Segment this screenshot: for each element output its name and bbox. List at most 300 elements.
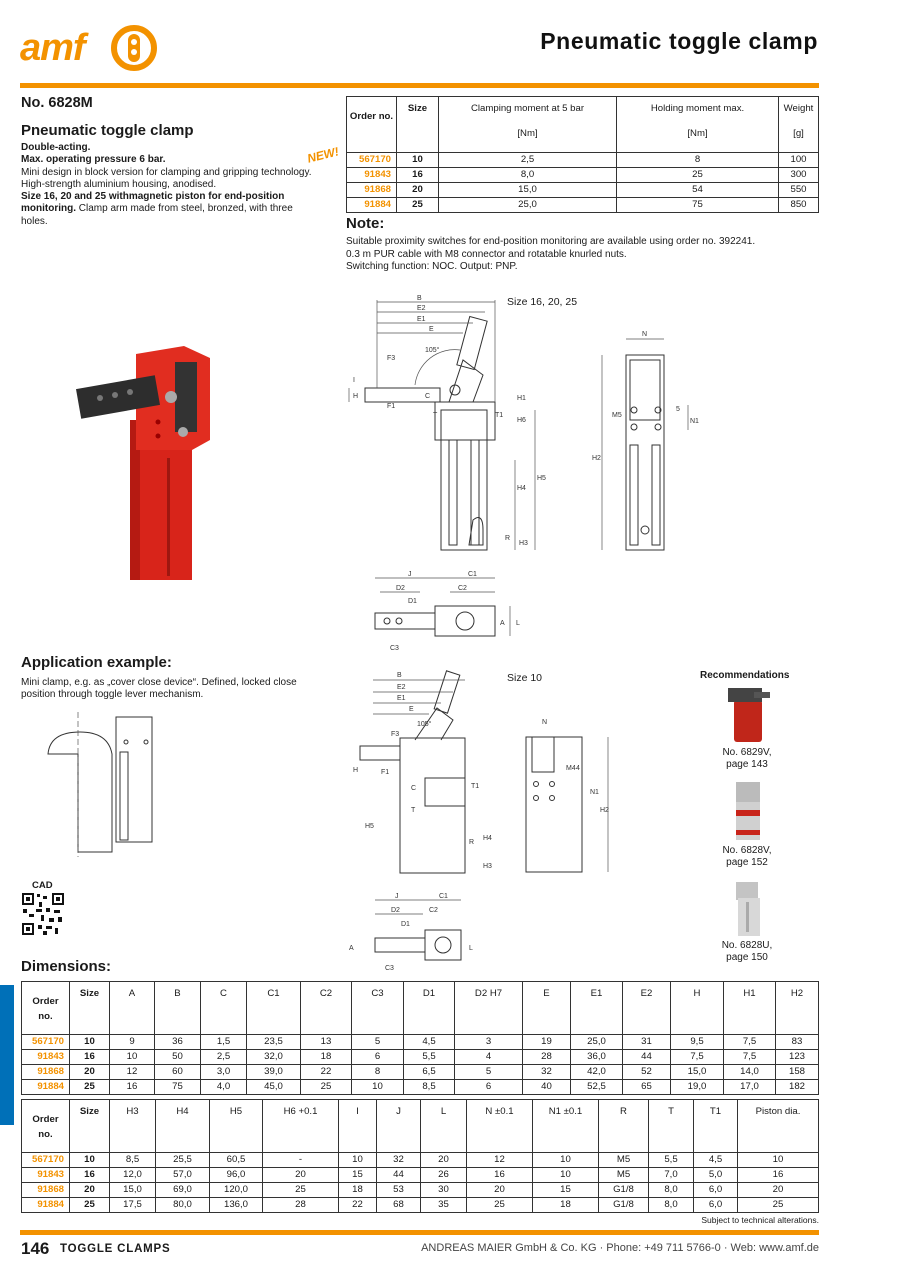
dim-cell: 18 bbox=[301, 1050, 352, 1065]
dim-cell: 120,0 bbox=[210, 1183, 263, 1198]
col-size: Size bbox=[397, 97, 439, 153]
desc-line4-bold: Size 16, 20 and 25 withmagnetic piston for end-position monitoring. bbox=[21, 191, 285, 215]
table-row bbox=[22, 1183, 819, 1198]
note-text bbox=[346, 236, 816, 274]
dim-cell: 15,0 bbox=[671, 1065, 724, 1080]
dim-col-header: A bbox=[110, 982, 155, 1035]
moments-cell-size: 25 bbox=[397, 198, 439, 213]
dim-cell: 20 bbox=[467, 1183, 533, 1198]
moments-cell-clamp: 15,0 bbox=[439, 183, 617, 198]
dim-col-header: Size bbox=[70, 1100, 110, 1153]
moments-cell-size: 16 bbox=[397, 168, 439, 183]
dim-cell: 26 bbox=[421, 1168, 467, 1183]
dim-R: R bbox=[505, 535, 511, 542]
dim-cell: 7,5 bbox=[671, 1050, 724, 1065]
dim-H1: H1 bbox=[517, 395, 526, 402]
top-rule bbox=[20, 83, 819, 88]
dim-cell: 6,5 bbox=[404, 1065, 455, 1080]
dim-cell: 182 bbox=[776, 1080, 819, 1095]
dim-cell: M5 bbox=[599, 1153, 649, 1168]
rec-item-2-page: page 152 bbox=[726, 857, 768, 868]
dim-T1: T1 bbox=[495, 412, 504, 419]
rec-image-6829v bbox=[724, 686, 772, 744]
dim-5: 5 bbox=[676, 406, 680, 413]
dim-cell: 68 bbox=[377, 1198, 421, 1213]
dim-col-header: N1 ±0.1 bbox=[533, 1100, 599, 1153]
dim-cell: 13 bbox=[301, 1035, 352, 1050]
dim-cell: 36 bbox=[155, 1035, 201, 1050]
dim-col-header: E2 bbox=[623, 982, 671, 1035]
dim-cell: 12,0 bbox=[110, 1168, 156, 1183]
svg-text:amf: amf bbox=[20, 27, 85, 69]
dim-cell: 83 bbox=[776, 1035, 819, 1050]
rec-item-1[interactable] bbox=[697, 747, 797, 771]
moments-row bbox=[347, 168, 819, 183]
moments-row bbox=[347, 153, 819, 168]
section-name: TOGGLE CLAMPS bbox=[60, 1243, 171, 1255]
dim-cell: 36,0 bbox=[571, 1050, 623, 1065]
dim-cell: 17,0 bbox=[724, 1080, 776, 1095]
dim-cell: 91843 bbox=[22, 1168, 70, 1183]
moments-cell-order: 91843 bbox=[347, 168, 397, 183]
dim-cell: 32,0 bbox=[247, 1050, 301, 1065]
moments-cell-hold: 8 bbox=[617, 153, 779, 168]
dim-col-header: H1 bbox=[724, 982, 776, 1035]
dim-col-header: J bbox=[377, 1100, 421, 1153]
page-title: Pneumatic toggle clamp bbox=[540, 28, 818, 54]
dim-T: T bbox=[433, 412, 438, 419]
dim-col-header: L bbox=[421, 1100, 467, 1153]
weight-unit: [g] bbox=[793, 128, 804, 139]
dim-cell: 91884 bbox=[22, 1080, 70, 1095]
note-heading: Note: bbox=[346, 215, 385, 232]
dim-cell: 80,0 bbox=[156, 1198, 210, 1213]
dim-col-header: Order no. bbox=[22, 982, 70, 1035]
dim-cell: 25 bbox=[263, 1183, 339, 1198]
dim-cell: 6,0 bbox=[694, 1183, 738, 1198]
dim-cell: 5 bbox=[352, 1035, 404, 1050]
top-view-drawing-size10 bbox=[345, 890, 485, 975]
dim-cell: 18 bbox=[339, 1183, 377, 1198]
product-name: Pneumatic toggle clamp bbox=[21, 122, 194, 139]
dim-cell: 8,0 bbox=[649, 1183, 694, 1198]
dim-cell: 65 bbox=[623, 1080, 671, 1095]
dim-N: N bbox=[642, 331, 648, 338]
rec-item-3[interactable] bbox=[697, 940, 797, 964]
dim-cell: 91843 bbox=[22, 1050, 70, 1065]
dim-cell: 10 bbox=[533, 1168, 599, 1183]
dim-cell: 22 bbox=[301, 1065, 352, 1080]
dim-H6: H6 bbox=[517, 417, 526, 424]
dim-cell: 12 bbox=[110, 1065, 155, 1080]
top-view-drawing bbox=[350, 568, 530, 653]
dim-col-header: H4 bbox=[156, 1100, 210, 1153]
dimensions-table-1-header bbox=[22, 982, 819, 1035]
moments-cell-hold: 54 bbox=[617, 183, 779, 198]
dim10-T: T bbox=[411, 807, 416, 814]
dim-E2: E2 bbox=[417, 305, 426, 312]
dim10-C1: C1 bbox=[439, 893, 448, 900]
dim-E: E bbox=[429, 326, 434, 333]
dim10-H4: H4 bbox=[483, 835, 492, 842]
dim10-F1: F1 bbox=[381, 769, 390, 776]
dim-col-header: H2 bbox=[776, 982, 819, 1035]
dimensions-table-1 bbox=[21, 981, 819, 1095]
dim10-4: 4 bbox=[576, 765, 580, 772]
dim-cell: 15 bbox=[339, 1168, 377, 1183]
application-drawing bbox=[40, 712, 160, 857]
dim-cell: 7,5 bbox=[724, 1050, 776, 1065]
moments-cell-size: 20 bbox=[397, 183, 439, 198]
dim-cell: 25 bbox=[70, 1080, 110, 1095]
dim-cell: 16 bbox=[467, 1168, 533, 1183]
dim10-T1: T1 bbox=[471, 783, 480, 790]
desc-line1: Double-acting. bbox=[21, 142, 91, 153]
col-hold bbox=[617, 97, 779, 153]
dim-cell: 5,5 bbox=[649, 1153, 694, 1168]
side-view-drawing bbox=[345, 290, 545, 555]
dim-cell: 10 bbox=[339, 1153, 377, 1168]
dim-cell: 28 bbox=[263, 1198, 339, 1213]
dim-cell: 8,0 bbox=[649, 1198, 694, 1213]
dim10-A: A bbox=[349, 945, 354, 952]
dim-cell: 57,0 bbox=[156, 1168, 210, 1183]
dim-C3: C3 bbox=[390, 645, 399, 652]
dimensions-heading: Dimensions: bbox=[21, 958, 112, 975]
moments-cell-hold: 75 bbox=[617, 198, 779, 213]
subject-to-alterations: Subject to technical alterations. bbox=[701, 1215, 819, 1225]
dim-cell: 4,5 bbox=[404, 1035, 455, 1050]
dim-C1: C1 bbox=[468, 571, 477, 578]
dim-cell: 567170 bbox=[22, 1153, 70, 1168]
dim10-F3: F3 bbox=[391, 731, 400, 738]
col-order: Order no. bbox=[347, 97, 397, 153]
dim10-C2: C2 bbox=[429, 907, 438, 914]
dim-cell: 3,0 bbox=[201, 1065, 247, 1080]
dim10-N: N bbox=[542, 719, 548, 726]
dim-cell: 12 bbox=[467, 1153, 533, 1168]
rec-item-1-page: page 143 bbox=[726, 759, 768, 770]
dim-cell: 136,0 bbox=[210, 1198, 263, 1213]
footer-company: ANDREAS MAIER GmbH & Co. KG · Phone: +49 711 5766-0 · Web: www.amf.de bbox=[421, 1242, 819, 1254]
angle-label: 105° bbox=[425, 347, 440, 354]
dim-D1: D1 bbox=[408, 598, 417, 605]
dim-cell: 25,0 bbox=[571, 1035, 623, 1050]
dim-F1: F1 bbox=[387, 403, 396, 410]
dim-cell: 35 bbox=[421, 1198, 467, 1213]
section-side-tab bbox=[0, 985, 14, 1125]
dim-cell: 567170 bbox=[22, 1035, 70, 1050]
moments-cell-order: 91884 bbox=[347, 198, 397, 213]
moments-row bbox=[347, 198, 819, 213]
dim-cell: 6,0 bbox=[694, 1198, 738, 1213]
dim-cell: 20 bbox=[70, 1065, 110, 1080]
dim-E1: E1 bbox=[417, 316, 426, 323]
dim-J: J bbox=[408, 571, 412, 578]
dim-F3: F3 bbox=[387, 355, 396, 362]
dim-cell: 60,5 bbox=[210, 1153, 263, 1168]
dim-cell: 91868 bbox=[22, 1065, 70, 1080]
dim10-D2: D2 bbox=[391, 907, 400, 914]
dim10-M4: M4 bbox=[566, 765, 576, 772]
dim-cell: 45,0 bbox=[247, 1080, 301, 1095]
amf-logo bbox=[20, 22, 160, 74]
dim10-C3: C3 bbox=[385, 965, 394, 972]
rec-item-2-no: No. 6828V, bbox=[722, 845, 772, 856]
dim-cell: 30 bbox=[421, 1183, 467, 1198]
dim-cell: 20 bbox=[263, 1168, 339, 1183]
recommendations-heading: Recommendations bbox=[700, 670, 790, 681]
table-row bbox=[22, 1035, 819, 1050]
dim-cell: 60 bbox=[155, 1065, 201, 1080]
cad-label: CAD bbox=[32, 880, 53, 891]
dim-cell: 5 bbox=[455, 1065, 523, 1080]
dim-col-header: B bbox=[155, 982, 201, 1035]
table-row bbox=[22, 1065, 819, 1080]
dim10-B: B bbox=[397, 672, 402, 679]
dim-cell: 17,5 bbox=[110, 1198, 156, 1213]
dim-cell: 10 bbox=[738, 1153, 819, 1168]
front-view-drawing bbox=[590, 325, 710, 555]
application-heading: Application example: bbox=[21, 654, 172, 671]
dim-col-header: C2 bbox=[301, 982, 352, 1035]
dim-cell: 16 bbox=[738, 1168, 819, 1183]
dimensions-table-2-header bbox=[22, 1100, 819, 1153]
bottom-rule bbox=[20, 1230, 819, 1235]
moments-cell-hold: 25 bbox=[617, 168, 779, 183]
dim-cell: 28 bbox=[523, 1050, 571, 1065]
dim-cell: 10 bbox=[70, 1153, 110, 1168]
dim-cell: 23,5 bbox=[247, 1035, 301, 1050]
drawing-size-a-label: Size 16, 20, 25 bbox=[507, 296, 578, 308]
rec-item-2[interactable] bbox=[697, 845, 797, 869]
clamp-unit: [Nm] bbox=[517, 128, 538, 139]
dim-cell: G1/8 bbox=[599, 1183, 649, 1198]
dim-cell: - bbox=[263, 1153, 339, 1168]
dim-cell: 53 bbox=[377, 1183, 421, 1198]
new-badge: NEW! bbox=[305, 144, 341, 166]
dim-cell: 50 bbox=[155, 1050, 201, 1065]
dim-cell: G1/8 bbox=[599, 1198, 649, 1213]
page-number: 146 bbox=[21, 1239, 50, 1258]
dim-cell: 10 bbox=[110, 1050, 155, 1065]
dim-col-header: R bbox=[599, 1100, 649, 1153]
dim-cell: 25 bbox=[467, 1198, 533, 1213]
dim-col-header: E1 bbox=[571, 982, 623, 1035]
dim-cell: 40 bbox=[523, 1080, 571, 1095]
dim-cell: 31 bbox=[623, 1035, 671, 1050]
rec-image-6828v bbox=[730, 782, 766, 842]
moments-cell-weight: 100 bbox=[779, 153, 819, 168]
dim-cell: 91884 bbox=[22, 1198, 70, 1213]
front-view-drawing-size10 bbox=[520, 712, 615, 877]
table-row bbox=[22, 1153, 819, 1168]
dim-cell: 15,0 bbox=[110, 1183, 156, 1198]
dim-I: I bbox=[353, 377, 355, 384]
table-row bbox=[22, 1198, 819, 1213]
dim-cell: 25 bbox=[70, 1198, 110, 1213]
dim-cell: 20 bbox=[70, 1183, 110, 1198]
qr-code[interactable] bbox=[21, 892, 65, 936]
dim-cell: 18 bbox=[533, 1198, 599, 1213]
dim-cell: 4,0 bbox=[201, 1080, 247, 1095]
dim10-E2: E2 bbox=[397, 684, 406, 691]
dim10-E: E bbox=[409, 706, 414, 713]
moments-cell-weight: 850 bbox=[779, 198, 819, 213]
dim-cell: 44 bbox=[623, 1050, 671, 1065]
dim-cell: 42,0 bbox=[571, 1065, 623, 1080]
moments-cell-clamp: 25,0 bbox=[439, 198, 617, 213]
application-text: Mini clamp, e.g. as „cover close device“. Defined, locked close position through toggle lever mechanism. bbox=[21, 677, 297, 701]
dim-cell: 52,5 bbox=[571, 1080, 623, 1095]
moments-cell-weight: 550 bbox=[779, 183, 819, 198]
dim-cell: 16 bbox=[110, 1080, 155, 1095]
dim-cell: 25 bbox=[738, 1198, 819, 1213]
moments-header-row bbox=[347, 97, 819, 153]
table-row bbox=[22, 1050, 819, 1065]
dim-col-header: C3 bbox=[352, 982, 404, 1035]
hold-header: Holding moment max. bbox=[650, 103, 745, 114]
dim10-E1: E1 bbox=[397, 695, 406, 702]
dim-cell: 75 bbox=[155, 1080, 201, 1095]
dim-cell: 7,5 bbox=[724, 1035, 776, 1050]
note-line3: Switching function: NOC. Output: PNP. bbox=[346, 261, 518, 272]
table-row bbox=[22, 1168, 819, 1183]
dim-cell: M5 bbox=[599, 1168, 649, 1183]
dim-cell: 16 bbox=[70, 1168, 110, 1183]
dim-col-header: H5 bbox=[210, 1100, 263, 1153]
dim-cell: 19,0 bbox=[671, 1080, 724, 1095]
dim-L: L bbox=[516, 620, 520, 627]
moments-row bbox=[347, 183, 819, 198]
dim-col-header: I bbox=[339, 1100, 377, 1153]
dim-C: C bbox=[425, 393, 431, 400]
rec-item-3-no: No. 6828U, bbox=[721, 940, 773, 951]
dim-H4: H4 bbox=[517, 485, 526, 492]
dim-cell: 69,0 bbox=[156, 1183, 210, 1198]
dim-cell: 44 bbox=[377, 1168, 421, 1183]
dim-cell: 52 bbox=[623, 1065, 671, 1080]
dim-col-header: T1 bbox=[694, 1100, 738, 1153]
dim-cell: 19 bbox=[523, 1035, 571, 1050]
dim-col-header: E bbox=[523, 982, 571, 1035]
moments-cell-clamp: 8,0 bbox=[439, 168, 617, 183]
rec-image-6828u bbox=[730, 878, 766, 938]
dimensions-table-2 bbox=[21, 1099, 819, 1213]
product-photo bbox=[70, 340, 220, 585]
col-clamp bbox=[439, 97, 617, 153]
desc-line4: Clamp arm made from steel, bronzed, with three holes. bbox=[21, 203, 293, 227]
dim-cell: 32 bbox=[523, 1065, 571, 1080]
note-line2: 0.3 m PUR cable with M8 connector and rotatable knurled nuts. bbox=[346, 248, 627, 260]
dim-A: A bbox=[500, 620, 505, 627]
moments-cell-size: 10 bbox=[397, 153, 439, 168]
moments-cell-order: 91868 bbox=[347, 183, 397, 198]
moments-cell-clamp: 2,5 bbox=[439, 153, 617, 168]
dim-B: B bbox=[417, 295, 422, 302]
hold-unit: [Nm] bbox=[687, 128, 708, 139]
dim-col-header: H6 +0.1 bbox=[263, 1100, 339, 1153]
dim-cell: 158 bbox=[776, 1065, 819, 1080]
dim-cell: 4 bbox=[455, 1050, 523, 1065]
dim10-H5: H5 bbox=[365, 823, 374, 830]
drawing-size-b-label: Size 10 bbox=[507, 672, 543, 684]
dim-cell: 3 bbox=[455, 1035, 523, 1050]
dim-col-header: D1 bbox=[404, 982, 455, 1035]
dim-col-header: C bbox=[201, 982, 247, 1035]
dim10-H3: H3 bbox=[483, 863, 492, 870]
dim-H: H bbox=[353, 393, 359, 400]
dim-col-header: H3 bbox=[110, 1100, 156, 1153]
dim-cell: 10 bbox=[70, 1035, 110, 1050]
dim-cell: 22 bbox=[339, 1198, 377, 1213]
moments-cell-order: 567170 bbox=[347, 153, 397, 168]
dim-col-header: C1 bbox=[247, 982, 301, 1035]
dim10-H: H bbox=[353, 767, 359, 774]
dim-cell: 20 bbox=[738, 1183, 819, 1198]
dim-C2: C2 bbox=[458, 585, 467, 592]
dim-cell: 9,5 bbox=[671, 1035, 724, 1050]
dim-cell: 8 bbox=[352, 1065, 404, 1080]
dim-D2: D2 bbox=[396, 585, 405, 592]
dim-cell: 25 bbox=[301, 1080, 352, 1095]
rec-item-3-page: page 150 bbox=[726, 952, 768, 963]
dim-cell: 14,0 bbox=[724, 1065, 776, 1080]
dim-cell: 6 bbox=[455, 1080, 523, 1095]
dim-col-header: Piston dia. bbox=[738, 1100, 819, 1153]
dim-col-header: Order no. bbox=[22, 1100, 70, 1153]
moments-cell-weight: 300 bbox=[779, 168, 819, 183]
rec-item-1-no: No. 6829V, bbox=[722, 747, 772, 758]
angle10-label: 105° bbox=[417, 721, 432, 728]
dim10-C: C bbox=[411, 785, 417, 792]
dim-cell: 96,0 bbox=[210, 1168, 263, 1183]
dim-H2: H2 bbox=[592, 455, 601, 462]
desc-line3: Mini design in block version for clamping and gripping technology. High-strength aluminium housing, anodised. bbox=[21, 166, 312, 190]
dim-col-header: H bbox=[671, 982, 724, 1035]
dim-cell: 25,5 bbox=[156, 1153, 210, 1168]
dim-cell: 6 bbox=[352, 1050, 404, 1065]
dim-cell: 39,0 bbox=[247, 1065, 301, 1080]
dim10-D1: D1 bbox=[401, 921, 410, 928]
dim-cell: 5,5 bbox=[404, 1050, 455, 1065]
dim-col-header: Size bbox=[70, 982, 110, 1035]
dim-col-header: D2 H7 bbox=[455, 982, 523, 1035]
dim-cell: 9 bbox=[110, 1035, 155, 1050]
side-view-drawing-size10 bbox=[345, 668, 500, 878]
dim-cell: 123 bbox=[776, 1050, 819, 1065]
dim-cell: 91868 bbox=[22, 1183, 70, 1198]
dim-cell: 32 bbox=[377, 1153, 421, 1168]
desc-line2: Max. operating pressure 6 bar. bbox=[21, 154, 166, 166]
dim-cell: 8,5 bbox=[404, 1080, 455, 1095]
dim-M5: M5 bbox=[612, 412, 622, 419]
dim-cell: 2,5 bbox=[201, 1050, 247, 1065]
note-line1: Suitable proximity switches for end-position monitoring are available using order no. 392241. bbox=[346, 236, 756, 247]
product-description bbox=[21, 142, 316, 228]
dim-N1: N1 bbox=[690, 418, 699, 425]
dim-cell: 8,5 bbox=[110, 1153, 156, 1168]
dim10-L: L bbox=[469, 945, 473, 952]
col-weight bbox=[779, 97, 819, 153]
dim-cell: 5,0 bbox=[694, 1168, 738, 1183]
dim10-N1: N1 bbox=[590, 789, 599, 796]
dim-col-header: N ±0.1 bbox=[467, 1100, 533, 1153]
weight-header: Weight bbox=[783, 103, 814, 114]
table-row bbox=[22, 1080, 819, 1095]
dim-cell: 7,0 bbox=[649, 1168, 694, 1183]
product-number: No. 6828M bbox=[21, 95, 93, 111]
